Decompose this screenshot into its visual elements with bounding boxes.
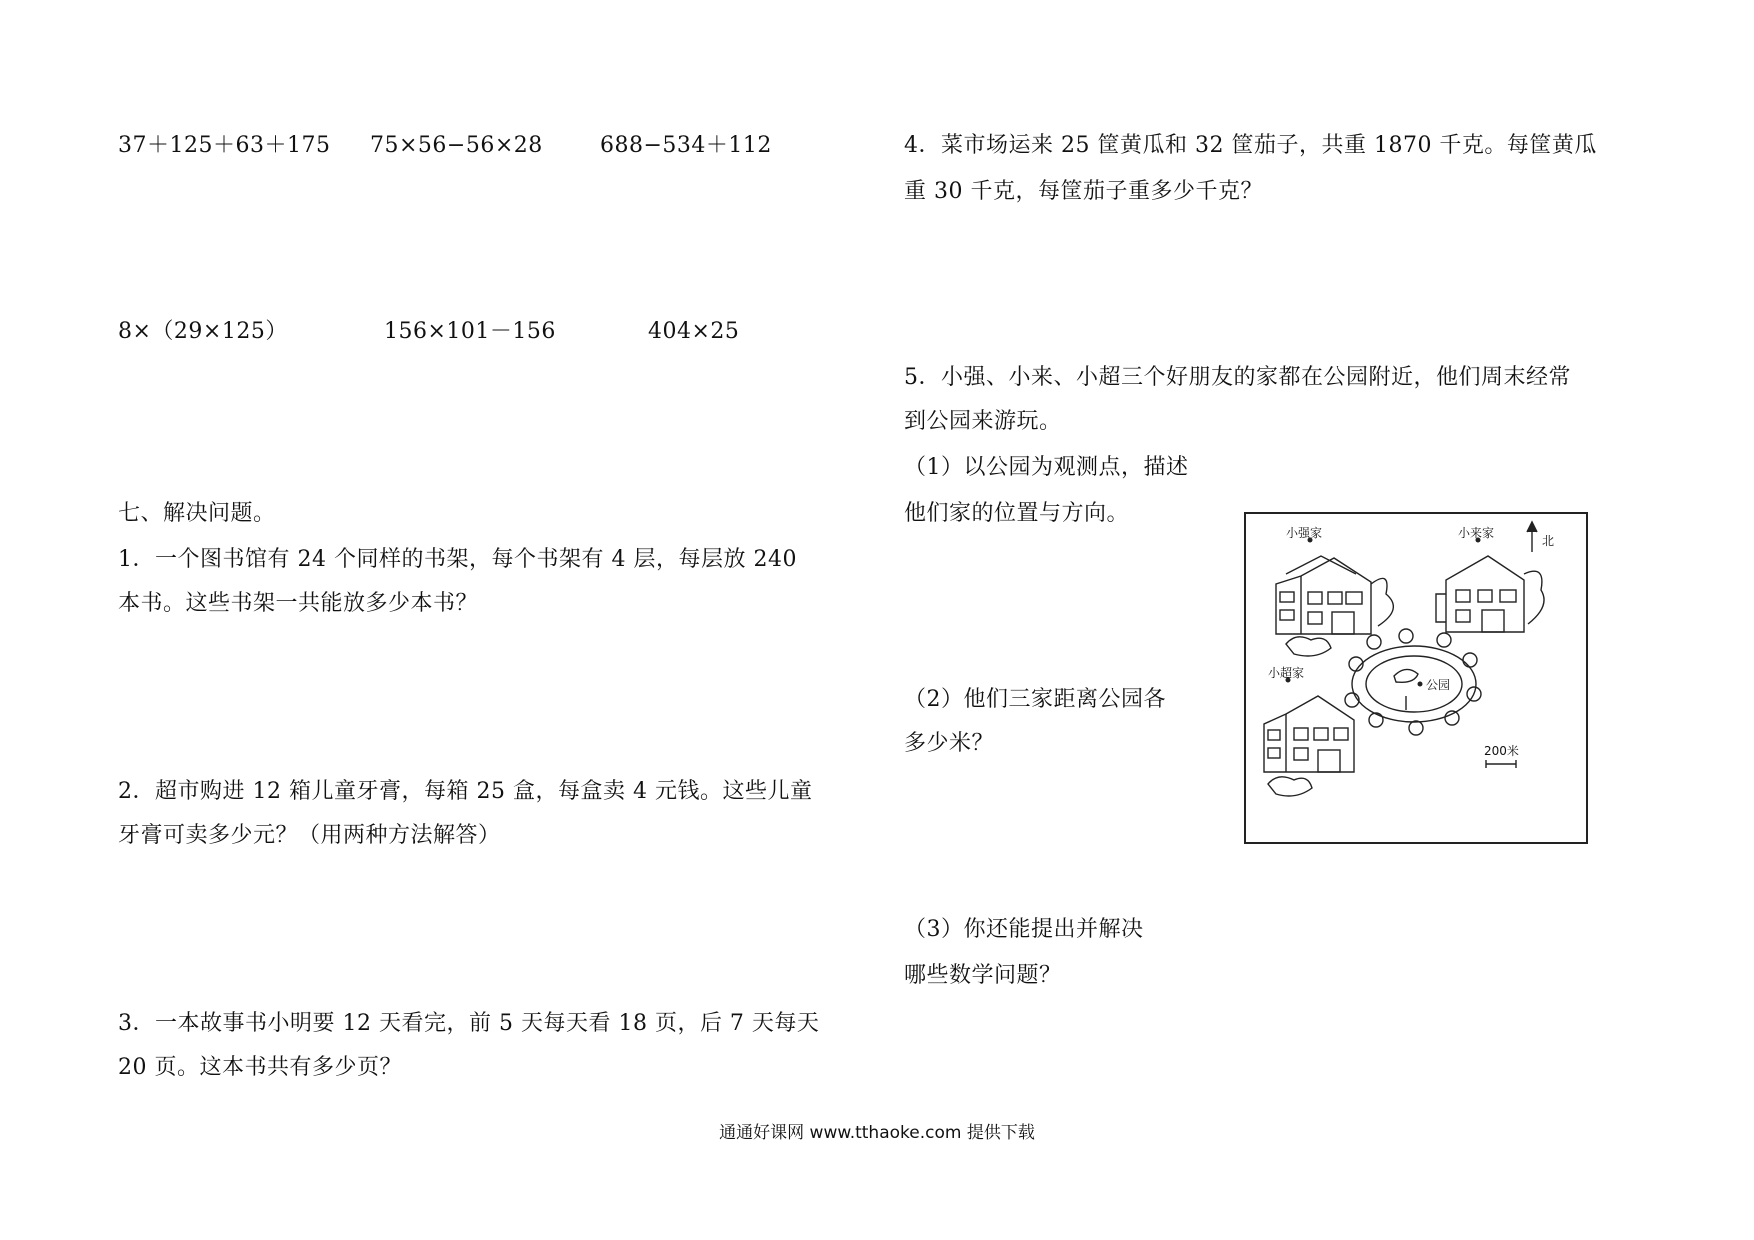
question-5-3-line-1: （3）你还能提出并解决: [904, 917, 1144, 942]
xiaoqiang-label: 小强家: [1286, 526, 1323, 540]
scale-bar-icon: [1486, 760, 1516, 768]
question-5-line-1: 5．小强、小来、小超三个好朋友的家都在公园附近，他们周末经常: [904, 365, 1571, 390]
question-5-line-2: 到公园来游玩。: [904, 409, 1062, 434]
xiaochao-house-icon: [1264, 696, 1354, 796]
calc-4: 8×（29×125）: [118, 319, 288, 344]
question-5-1-line-1: （1）以公园为观测点，描述: [904, 455, 1189, 480]
calc-3: 688−534＋112: [600, 133, 772, 158]
xiaoqiang-house-icon: [1276, 556, 1393, 656]
question-4-line-2: 重 30 千克，每筐茄子重多少千克？: [904, 179, 1263, 204]
question-3-line-1: 3．一本故事书小明要 12 天看完，前 5 天每天看 18 页，后 7 天每天: [118, 1011, 820, 1036]
park-icon: [1345, 629, 1481, 735]
calc-5: 156×101－156: [384, 319, 556, 344]
scale-label: 200米: [1484, 744, 1519, 758]
calc-2: 75×56−56×28: [370, 133, 543, 158]
calc-1: 37＋125＋63＋175: [118, 133, 331, 158]
xiaolai-house-icon: [1436, 556, 1544, 632]
park-map: [1244, 512, 1588, 844]
question-5-2-line-1: （2）他们三家距离公园各: [904, 687, 1166, 712]
question-1-line-2: 本书。这些书架一共能放多少本书？: [118, 591, 479, 616]
question-2-line-1: 2．超市购进 12 箱儿童牙膏，每箱 25 盒，每盒卖 4 元钱。这些儿童: [118, 779, 813, 804]
xiaolai-label: 小来家: [1458, 526, 1495, 540]
section-title: 七、解决问题。: [118, 501, 276, 526]
north-label: 北: [1542, 534, 1555, 548]
calc-6: 404×25: [648, 319, 740, 344]
question-5-3-line-2: 哪些数学问题？: [904, 963, 1062, 988]
question-5-1-line-2: 他们家的位置与方向。: [904, 501, 1130, 526]
xiaochao-label: 小超家: [1268, 666, 1305, 680]
question-5-2-line-2: 多少米？: [904, 731, 995, 756]
question-3-line-2: 20 页。这本书共有多少页？: [118, 1055, 402, 1080]
footer: 通通好课网 www.tthaoke.com 提供下载: [719, 1123, 1035, 1143]
park-label: 公园: [1426, 678, 1451, 692]
question-1-line-1: 1．一个图书馆有 24 个同样的书架，每个书架有 4 层，每层放 240: [118, 547, 797, 572]
question-2-line-2: 牙膏可卖多少元？（用两种方法解答）: [118, 823, 501, 848]
question-4-line-1: 4．菜市场运来 25 筐黄瓜和 32 筐茄子，共重 1870 千克。每筐黄瓜: [904, 133, 1597, 158]
